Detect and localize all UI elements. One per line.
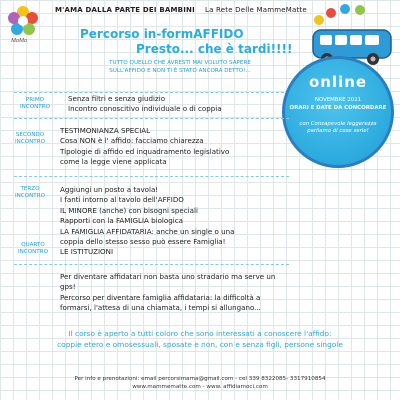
flower-logo-icon (3, 3, 45, 45)
footer-contacts: Per info e prenotazioni: email percorsimama@gmail.com - cel 339 8322085- 3317910854 (74, 376, 326, 382)
page-title (80, 27, 292, 57)
divider (14, 176, 289, 177)
meeting-line: coppia dello stesso sesso può essere Famiglia! (60, 237, 226, 247)
meeting-label (8, 242, 58, 256)
footer-websites: www.mammematte.com - www. affidiamoci.com (132, 384, 268, 390)
meeting-label-line: SECONDO (15, 132, 45, 138)
meeting-label (4, 132, 56, 146)
title-line-1: Percorso in-formAFFIDO (80, 27, 244, 41)
meeting-line: IL MINORE (anche) con bisogni speciali (60, 205, 198, 215)
subtitle-line-1: TUTTO QUELLO CHE AVRESTI MAI VOLUTO SAPERE (109, 60, 251, 66)
meeting-line: come la legge viene applicata (60, 157, 167, 167)
header-network-name: La Rete Delle MammeMatte (205, 6, 307, 14)
meeting-line: LE ISTITUZIONI (60, 247, 114, 257)
meeting-line: I fanti intorno al tavolo dell'AFFIDO (60, 195, 184, 205)
meeting-line: Percorso per diventare famiglia affidataria: la difficoltà a (60, 292, 261, 302)
meeting-line: Per diventare affidatari non basta uno stradario ma serve un (60, 272, 276, 281)
badge-dates: ORARI E DATE DA CONCORDARE (289, 105, 387, 111)
badge-note-line-2: parliamo di cose serie! (307, 128, 369, 134)
meeting-label-line: INCONTRO (14, 139, 46, 145)
online-badge (282, 56, 394, 168)
meeting-body (60, 272, 275, 314)
divider (14, 118, 289, 119)
subtitle (70, 60, 290, 75)
closing-line-1: Il corso è aperto a tutti coloro che sono interessati a conoscere l'affido: (68, 329, 332, 338)
title-line-2: Presto... che è tardi!!!! (136, 42, 293, 56)
meeting-body (60, 185, 234, 258)
meeting-label-line: QUARTO (21, 242, 45, 248)
meeting-label-line: INCONTRO (19, 104, 51, 110)
meeting-body (60, 126, 229, 168)
meeting-label (6, 186, 54, 200)
closing-message (0, 328, 400, 350)
meeting-line: LA FAMIGLIA AFFIDATARIA: anche un single o una (60, 226, 235, 236)
meeting-label (10, 97, 60, 111)
meeting-label-line: INCONTRO (14, 193, 46, 199)
badge-note-line-1: con Consapevole leggerezza (299, 121, 377, 127)
subtitle-line-2: SULL'AFFIDO E NON TI È STATO ANCORA DETTO!... (109, 67, 251, 74)
meeting-line: formarsi, l'attesa di una chiamata, i tempi si allungano... (60, 303, 261, 313)
meeting-label-line: TERZO (20, 186, 40, 192)
divider (14, 264, 289, 265)
meeting-label-line: PRIMO (25, 97, 45, 103)
badge-month: NOVEMBRE 2021 (314, 97, 362, 103)
meeting-line: TESTIMONIANZA SPECIAL (60, 126, 151, 135)
closing-line-2: coppie etero e omosessuali, sposate e non, con e senza figli, persone singole (57, 340, 343, 349)
meeting-line: Incontro conoscitivo individuale o di coppia (68, 104, 222, 114)
divider (14, 92, 284, 93)
meeting-line: Cosa NON è l' affido: facciamo chiarezza (60, 136, 204, 146)
meeting-line: Senza filtri e senza giudizio (68, 94, 166, 103)
meeting-label-line: INCONTRO (17, 249, 49, 255)
meeting-line: gps! (60, 282, 76, 292)
footer (0, 375, 400, 391)
meeting-line: Tipologie di affido ed inquadramento legislativo (60, 146, 230, 156)
online-label: online (308, 73, 368, 91)
meeting-line: Aggiungi un posto a tavola! (60, 185, 159, 194)
meeting-line: Rapporti con la FAMIGLIA biologica (60, 216, 183, 226)
header-org-name: M'AMA DALLA PARTE DEI BAMBINI (55, 6, 195, 14)
meeting-body (68, 94, 222, 115)
svg-text:MaMa: MaMa (11, 38, 27, 44)
